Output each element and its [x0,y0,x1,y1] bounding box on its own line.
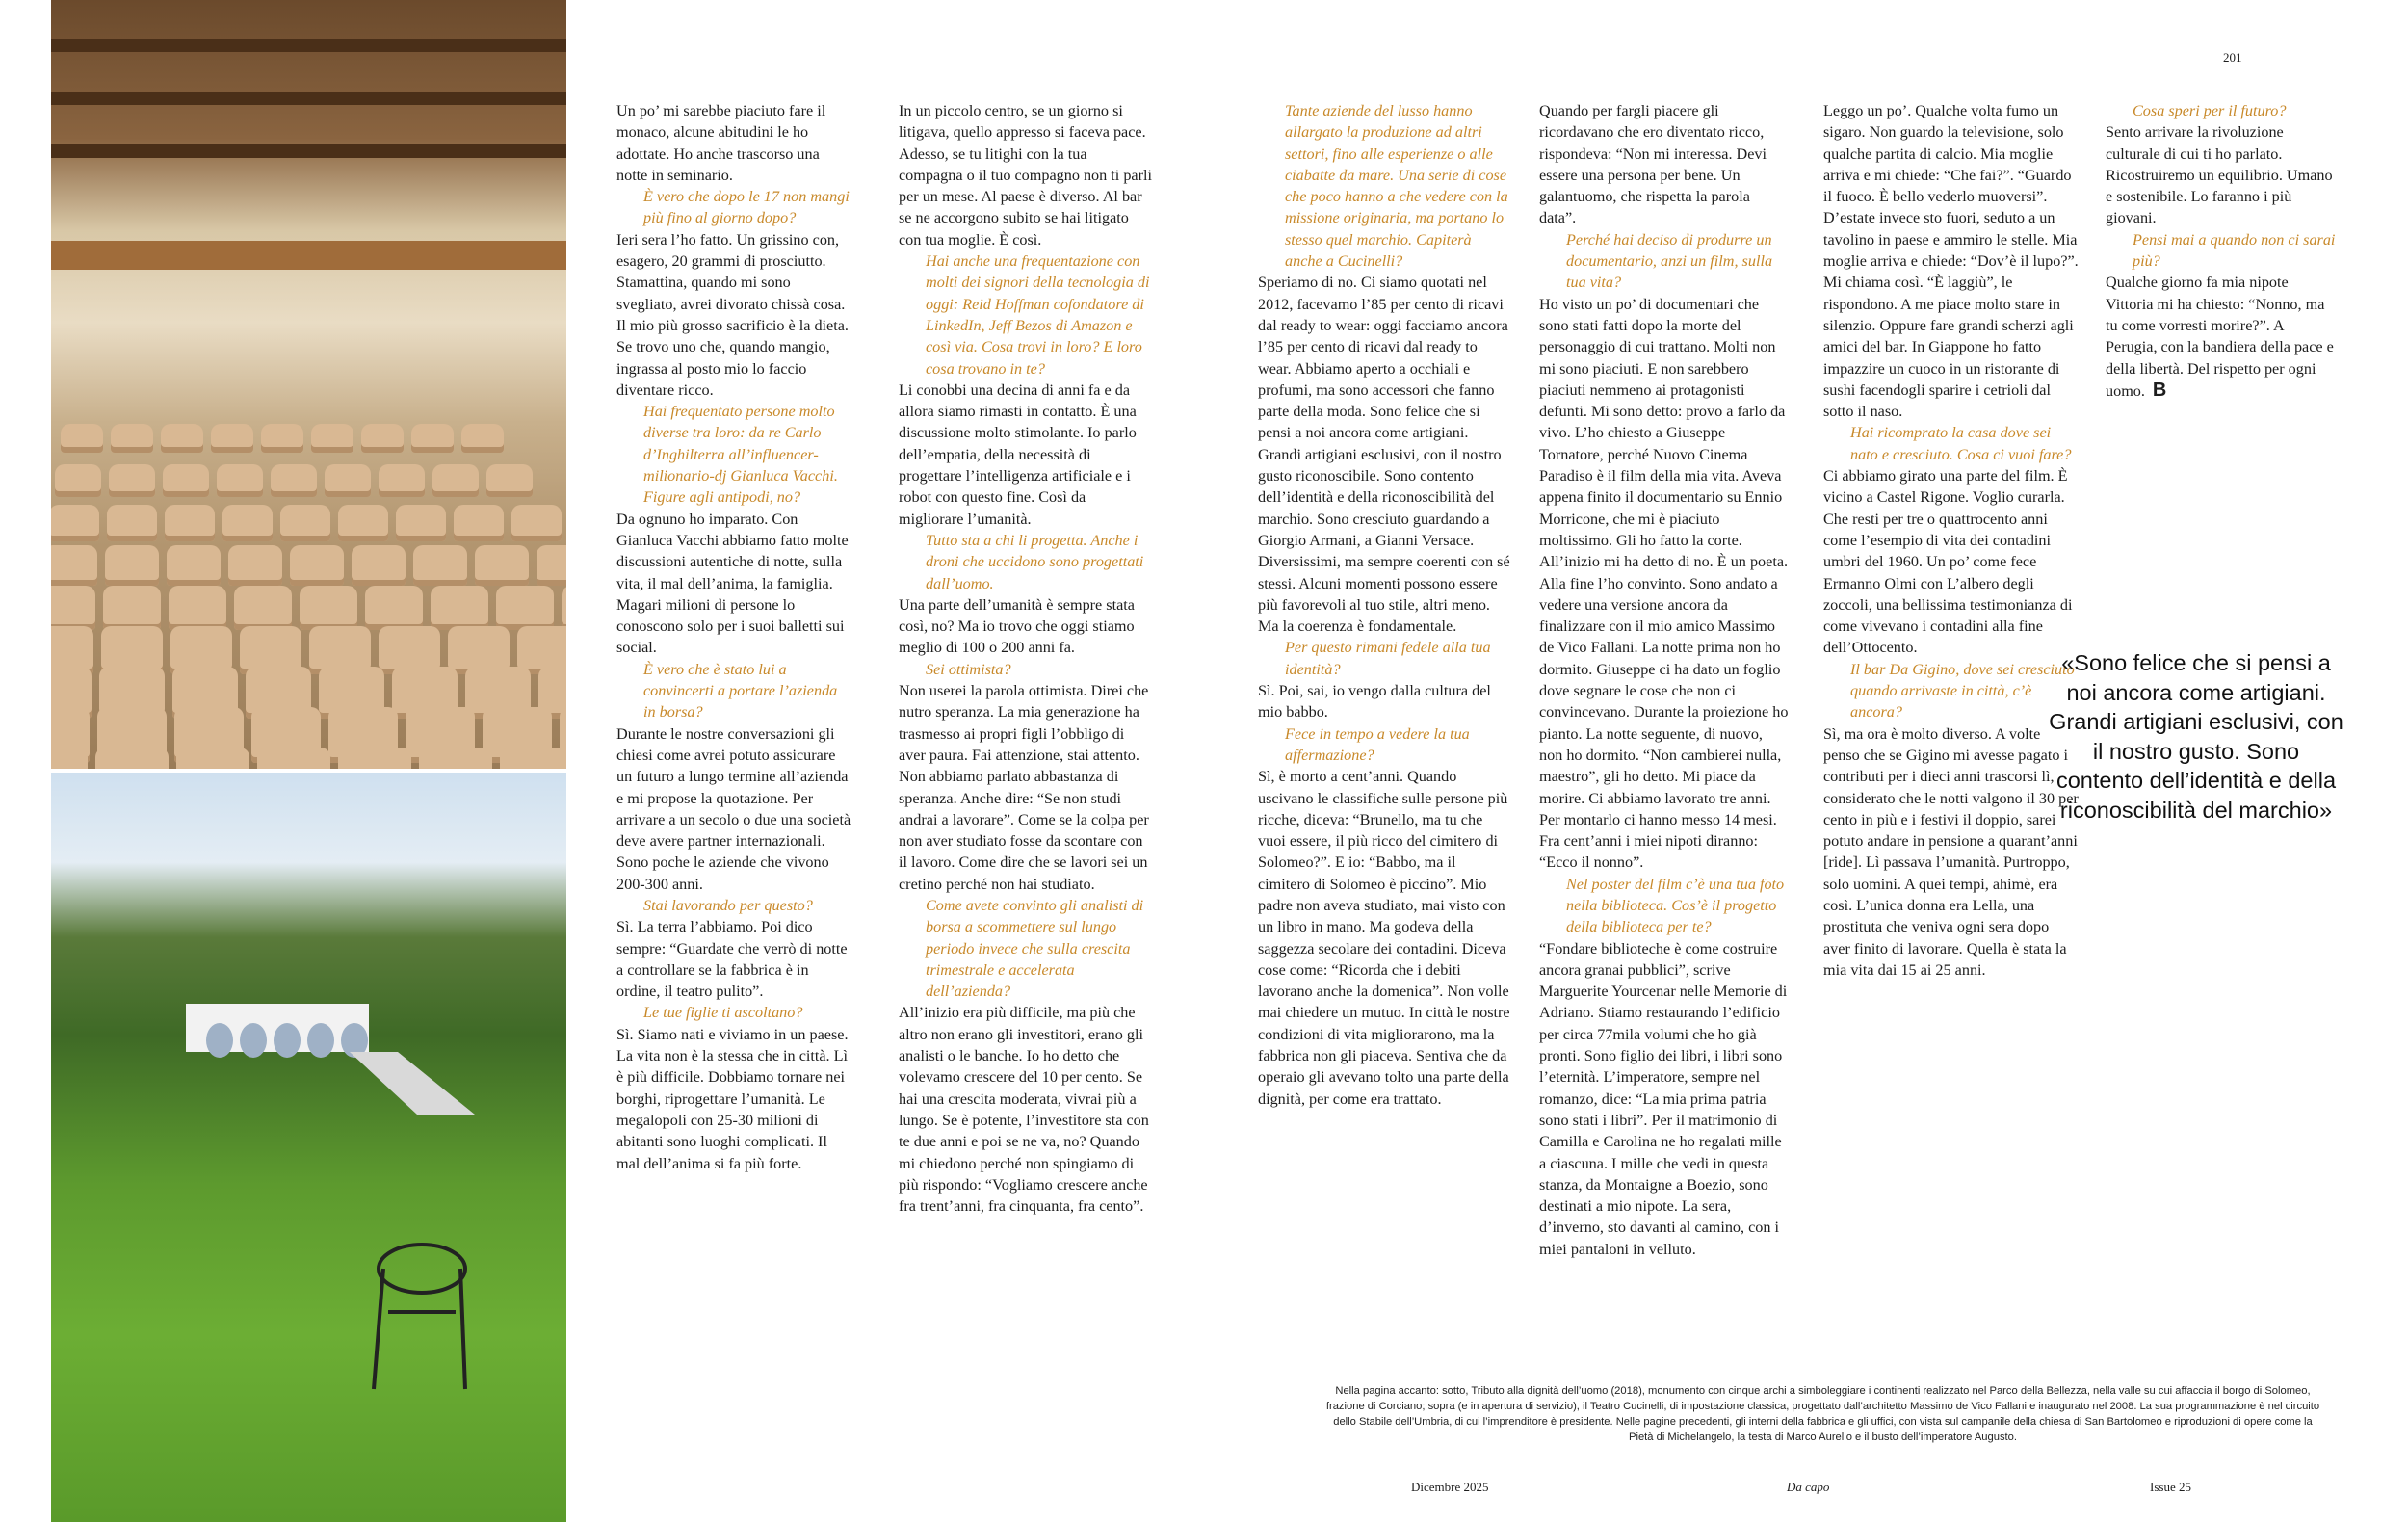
text-column-2 [899,100,1154,1522]
theatre-seat [280,505,330,541]
footer-section: Da capo [1787,1480,1830,1494]
answer: Sì. Siamo nati e viviamo in un paese. La vita non è la stessa che in città. Lì è più difficile. Dobbiamo tornare nei borghi, riprogettare l’umanità. Le megalopoli con 25-30 milioni di abitanti sono luoghi complicati. Il mal dell’anima si fa più forte. [616,1025,849,1172]
text-column-4 [1539,100,1790,1522]
theatre-seat [431,586,488,630]
answer: Durante le nostre conversazioni gli chiesi come avrei potuto assicurare un futuro a lungo termine all’azienda e mi propose la quotazione. Per arrivare a un secolo o due una società deve avere partner internazionali. Sono poche le aziende che vivono 200-300 anni. [616,724,851,893]
answer: Non userei la parola ottimista. Direi che nutro speranza. La mia generazione ha trasmesso ai propri figli l’obbligo di aver paura. Fai attenzione, stai attento. Non abbiamo parlato abbastanza di speranza. Anche dire: “Se non studi andrai a lavorare”. Come se la colpa per non aver studiato fosse da scontare con il lavoro. Come dire che se lavori sei un cretino perché non hai studiato. [899,682,1149,893]
theatre-seat [365,586,423,630]
theatre-seat [432,464,479,497]
answer: Quando per fargli piacere gli ricordavano che ero diventato ricco, rispondeva: “Non mi interessa. Devi essere una persona per bene. Un galantuomo, che rispetta la parola data”. [1539,102,1767,227]
question: Hai frequentato persone molto diverse tra loro: da re Carlo d’Inghilterra all’influencer-milionario-dj Gianluca Vacchi. Figure agli antipodi, no? [643,403,838,507]
answer: All’inizio era più difficile, ma più che altro non erano gli investitori, erano gli analisti o le banche. Io ho detto che volevamo crescere del 10 per cento. Se hai una crescita moderata, vivrai più a lungo. Se è potente, l’investitore sta con te due anni e poi se ne va, no? Quando mi chiedono perché non spingiamo di più rispondo: “Vogliamo crescere anche fra trent’anni, fra cinquanta, fra cento”. [899,1004,1149,1216]
theatre-photo [51,0,566,769]
answer: Sì, ma ora è molto diverso. A volte penso che se Gigino mi avesse pagato i contributi per i dieci anni trascorsi lì, considerato che le notti valgono il 30 per cento in più e i festivi il doppio, sarei potuto andare in pensione a quarant’anni [ride]. Lì passava l’umanità. Purtroppo, solo uomini. A quei tempi, ahimè, era così. L’unica donna era Lella, una prostituta che veniva ogni sera dopo aver finito di lavorare. Quella è stata la mia vita dai 15 ai 25 anni. [1823,724,2079,979]
text-column-3 [1258,100,1511,1522]
answer: Sento arrivare la rivoluzione culturale di cui ti ho parlato. Ricostruiremo un equilibrio. Umano e sostenibile. Lo faranno i più giovani. [2106,123,2333,227]
theatre-seat [361,424,404,453]
theatre-seat [411,424,454,453]
park-photo [51,773,566,1522]
question: Hai anche una frequentazione con molti dei signori della tecnologia di oggi: Reid Hoffman cofondatore di LinkedIn, Jeff Bezos di Amazon e così via. Cosa trovi in loro? E loro cosa trovano in te? [926,252,1150,378]
answer: Una parte dell’umanità è sempre stata così, no? Ma io trovo che oggi stiamo meglio di 100 o 200 anni fa. [899,595,1135,657]
theatre-seat [61,424,103,453]
footer-issue: Issue 25 [2150,1480,2191,1494]
theatre-seat [51,586,95,630]
answer: “Fondare biblioteche è come costruire ancora granai pubblici”, scrive Marguerite Yourcenar nelle Memorie di Adriano. Stiamo restaurando l’edificio per circa 77mila volumi che ho già pronti. Sono figlio dei libri, i libri sono l’eternità. L’imperatore, sempre nel romanzo, dice: “La mia prima patria sono stati i libri”. Per il matrimonio di Camilla e Carolina ne ho regalati mille a ciascuna. I mille che vedi in questa stanza, da Montaigne a Boezio, sono destinati a mio nipote. La sera, d’inverno, sto davanti al camino, con i miei pantaloni in velluto. [1539,939,1788,1258]
theatre-seat [51,545,97,586]
theatre-seat [55,464,101,497]
theatre-seat [261,424,303,453]
answer: Ho visto un po’ di documentari che sono stati fatti dopo la morte del personaggio di cui trattano. Molti non mi sono piaciuti. E non sarebbero piaciuti nemmeno ai protagonisti defunti. Mi sono detto: provo a farlo da vivo. L’ho chiesto a Giuseppe Tornatore, perché Nuovo Cinema Paradiso è il film della mia vita. Aveva appena finito il documentario su Ennio Morricone, che mi è piaciuto moltissimo. Gli ho fatto la corte. All’inizio mi ha detto di no. È un poeta. Alla fine l’ho convinto. Sono andato a vedere una versione ancora da finalizzare con il mio amico Massimo de Vico Fallani. La notte prima non ho dormito. Giuseppe ci ha dato un foglio dove segnare le cose che non ci convincevano. Durante la proiezione ho pianto. La notte seguente, di nuovo, non ho dormito. “Non cambierei nulla, maestro”, gli ho detto. Mi piace da morire. Ci abbiamo lavorato tre anni. Per montarlo ci hanno messo 14 mesi. Fra cent’anni i miei nipoti diranno: “Ecco il nonno”. [1539,295,1789,872]
answer: Sì, è morto a cent’anni. Quando uscivano le classifiche sulle persone più ricche, diceva: “Brunello, ma tu che vuoi essere, il più ricco del cimitero di Solomeo?”. E io: “Babbo, ma il cimitero di Solomeo è piccino”. Mio padre non aveva studiato, mai visto con un libro in mano. Ma godeva della saggezza secolare dei contadini. Diceva cose come: “Ricorda che i debiti lavorano anche la domenica”. Non volle mai chiedere un mutuo. In città le nostre condizioni di vita migliorarono, ma la fabbrica non gli piaceva. Sentiva che da operaio gli avevano tolto una parte della dignità, per come era trattato. [1258,768,1510,1108]
question: Per questo rimani fedele alla tua identità? [1285,639,1491,678]
theatre-seat [461,424,504,453]
theatre-seat [95,748,169,769]
theatre-seat [176,748,249,769]
theatre-seat [290,545,344,586]
theatre-seat [217,464,263,497]
footer-date: Dicembre 2025 [1411,1480,1489,1494]
theatre-seat [338,505,388,541]
theatre-seat [562,586,566,630]
theatre-seat [51,748,88,769]
question: Tutto sta a chi li progetta. Anche i droni che uccidono sono progettati dall’uomo. [926,531,1144,592]
photo-caption: Nella pagina accanto: sotto, Tributo alla dignità dell’uomo (2018), monumento con cinque archi a simboleggiare i continenti realizzato nel Parco della Bellezza, nella valle su cui affaccia il borgo di Solomeo, frazione di Corciano; sopra (e in apertura di servizio), il Teatro Cucinelli, di impostazione classica, progettato dall’architetto Massimo de Vico Fallani e inaugurato nel 2008. La sua programmazione è nel circuito dello Stabile dell’Umbria, di cui l’imprenditore è presidente. Nelle pagine precedenti, gli interni della fabbrica e gli uffici, con vista sul campanile della chiesa di San Bartolomeo e riproduzioni di opere come la Pietà di Michelangelo, la testa di Marco Aurelio e il busto dell’imperatore Augusto. [1325,1385,2320,1443]
question: Le tue figlie ti ascoltano? [643,1004,803,1022]
question: Tante aziende del lusso hanno allargato la produzione ad altri settori, fino alle esperienze o alle ciabatte da mare. Una serie di cose che poco hanno a che vedere con la missione originaria, ma portano lo stesso quel marchio. Capiterà anche a Cucinelli? [1285,102,1508,271]
question: Nel poster del film c’è una tua foto nella biblioteca. Cos’è il progetto della biblioteca per te? [1566,875,1785,936]
theatre-seat [111,424,153,453]
answer: Sì. La terra l’abbiamo. Poi dico sempre: “Guardate che verrò di notte a controllare se la fabbrica è in ordine, il teatro pulito”. [616,918,848,1001]
question: È vero che dopo le 17 non mangi più fino al giorno dopo? [643,188,850,227]
answer: Leggo un po’. Qualche volta fumo un sigaro. Non guardo la televisione, solo qualche partita di calcio. Mia moglie arriva e mi chiede: “Che fai?”. “Guardo il fuoco. È bello vederlo muoversi”. D’estate invece sto fuori, seduto a un tavolino in paese e ammiro le stelle. Mia moglie arriva e chiede: “Dov’è il lupo?”. Mi chiama così. “È laggiù”, le rispondono. A me piace molto stare in silenzio. Oppure fare grandi scherzi agli amici del bar. In Giappone ho fatto impazzire un cuoco in un ristorante di sushi facendogli sparire i cetrioli dal sotto il naso. [1823,102,2079,421]
question: Pensi mai a quando non ci sarai più? [2133,230,2336,271]
chair [374,1245,465,1389]
pull-quote: «Sono felice che si pensi a noi ancora come artigiani. Grandi artigiani esclusivi, con il nostro gusto. Sono contento dell’identità e della riconoscibilità del marchio» [2049,650,2343,823]
question: Sei ottimista? [926,660,1011,678]
answer: Un po’ mi sarebbe piaciuto fare il monaco, alcune abitudini le ho adottate. Ho anche trascorso una notte in seminario. [616,102,826,184]
theatre-seat [396,505,446,541]
question: Fece in tempo a vedere la tua affermazione? [1285,724,1470,764]
theatre-seat [300,586,357,630]
theatre-seat [496,586,554,630]
page-number: 201 [2223,50,2242,65]
theatre-seat [167,545,221,586]
theatre-seat [228,545,282,586]
answer: Li conobbi una decina di anni fa e da allora siamo rimasti in contatto. È una discussione molto stimolante. Io parlo dell’empatia, della necessità di progettare l’intelligenza artificiale e i robot con questo fine. Così da migliorare l’umanità. [899,380,1137,528]
answer: Ci abbiamo girato una parte del film. È vicino a Castel Rigone. Voglio curarla. Che resti per tre o quattrocento anni come l’esempio di vita dei contadini umbri del 1960. Un po’ come fece Ermanno Olmi con L’albero degli zoccoli, una bellissima testimonianza di come vivevano i contadini alla fine dell’Ottocento. [1823,467,2073,657]
question: Cosa speri per il futuro? [2133,102,2287,119]
park-illustration [51,773,566,1522]
theatre-seat [500,748,566,769]
theatre-seat [537,545,566,586]
answer: Speriamo di no. Ci siamo quotati nel 2012, facevamo l’85 per cento di ricavi dal ready to wear: oggi facciamo ancora l’85 per cento di ricavi dal ready to wear. Abbiamo aperto a occhiali e profumi, ma sono accessori che fanno parte della moda. Sono felice che si pensi a noi ancora come artigiani. Grandi artigiani esclusivi, con il nostro gusto riconoscibile. Sono contento dell’identità e della riconoscibilità del marchio. Sono cresciuto guardando a Giorgio Armani, a Gianni Versace. Diversissimi, ma sempre coerenti con sé stessi. Alcuni momenti possono essere più favorevoli al tuo stile, altri meno. Ma la coerenza è fondamentale. [1258,274,1510,636]
answer: Qualche giorno fa mia nipote Vittoria mi ha chiesto: “Nonno, ma tu come vorresti morire?”. A Perugia, con la bandiera della pace e della libertà. Del rispetto per ogni uomo. B [2106,274,2334,401]
question: Stai lavorando per questo? [643,896,813,914]
theatre-seat [234,586,292,630]
text-column-5 [1823,100,2079,1522]
theatre-seat [475,545,529,586]
theatre-seat [165,505,215,541]
answer: In un piccolo centro, se un giorno si litigava, quello appresso si faceva pace. Adesso, se tu litighi con la tua compagna o il tuo compagno non ti parli per un mese. Al paese è diverso. Al bar se ne accorgono subito se hai litigato con tua moglie. È così. [899,102,1152,249]
answer: Da ognuno ho imparato. Con Gianluca Vacchi abbiamo fatto molte discussioni autentiche di notte, sulla vita, il mal dell’anima, la famiglia. Magari milioni di persone lo conoscono solo per i suoi balletti sui social. [616,510,849,657]
theatre-seat [454,505,504,541]
theatre-seat [107,505,157,541]
theatre-seat [211,424,253,453]
theatre-seat [379,464,425,497]
question: Perché hai deciso di produrre un documentario, anzi un film, sulla tua vita? [1566,230,1773,292]
question: È vero che è stato lui a convincerti a portare l’azienda in borsa? [643,660,838,722]
theatre-seat [311,424,353,453]
theatre-seat [352,545,406,586]
question: Il bar Da Gigino, dove sei cresciuto quando arrivaste in città, c’è ancora? [1850,660,2075,722]
question: Hai ricomprato la casa dove sei nato e cresciuto. Cosa ci vuoi fare? [1850,424,2072,463]
theatre-seat [419,748,492,769]
theatre-seat [271,464,317,497]
end-mark: B [2152,379,2167,401]
theatre-seat [413,545,467,586]
theatre-seat [325,464,371,497]
theatre-seat [257,748,330,769]
theatre-seat [163,464,209,497]
theatre-seat [486,464,533,497]
text-column-1 [616,100,852,1522]
theatre-seat [103,586,161,630]
theatre-seat [105,545,159,586]
theatre-seat [222,505,273,541]
question: Come avete convinto gli analisti di borsa a scommettere sul lungo periodo invece che sulla crescita trimestrale e accelerata dell’azienda? [926,896,1144,1001]
answer: Ieri sera l’ho fatto. Un grissino con, esagero, 20 grammi di prosciutto. Stamattina, quando mi sono svegliato, avrei divorato chissà cosa. Il mio più grosso sacrificio è la dieta. Se trovo uno che, quando mangio, ingrassa al posto mio lo faccio diventare ricco. [616,230,849,399]
answer: Sì. Poi, sai, io vengo dalla cultura del mio babbo. [1258,682,1491,722]
theatre-seat [161,424,203,453]
theatre-seat [338,748,411,769]
theatre-seat [109,464,155,497]
theatre-seat [51,505,99,541]
theatre-seat [511,505,562,541]
theatre-seat [169,586,226,630]
